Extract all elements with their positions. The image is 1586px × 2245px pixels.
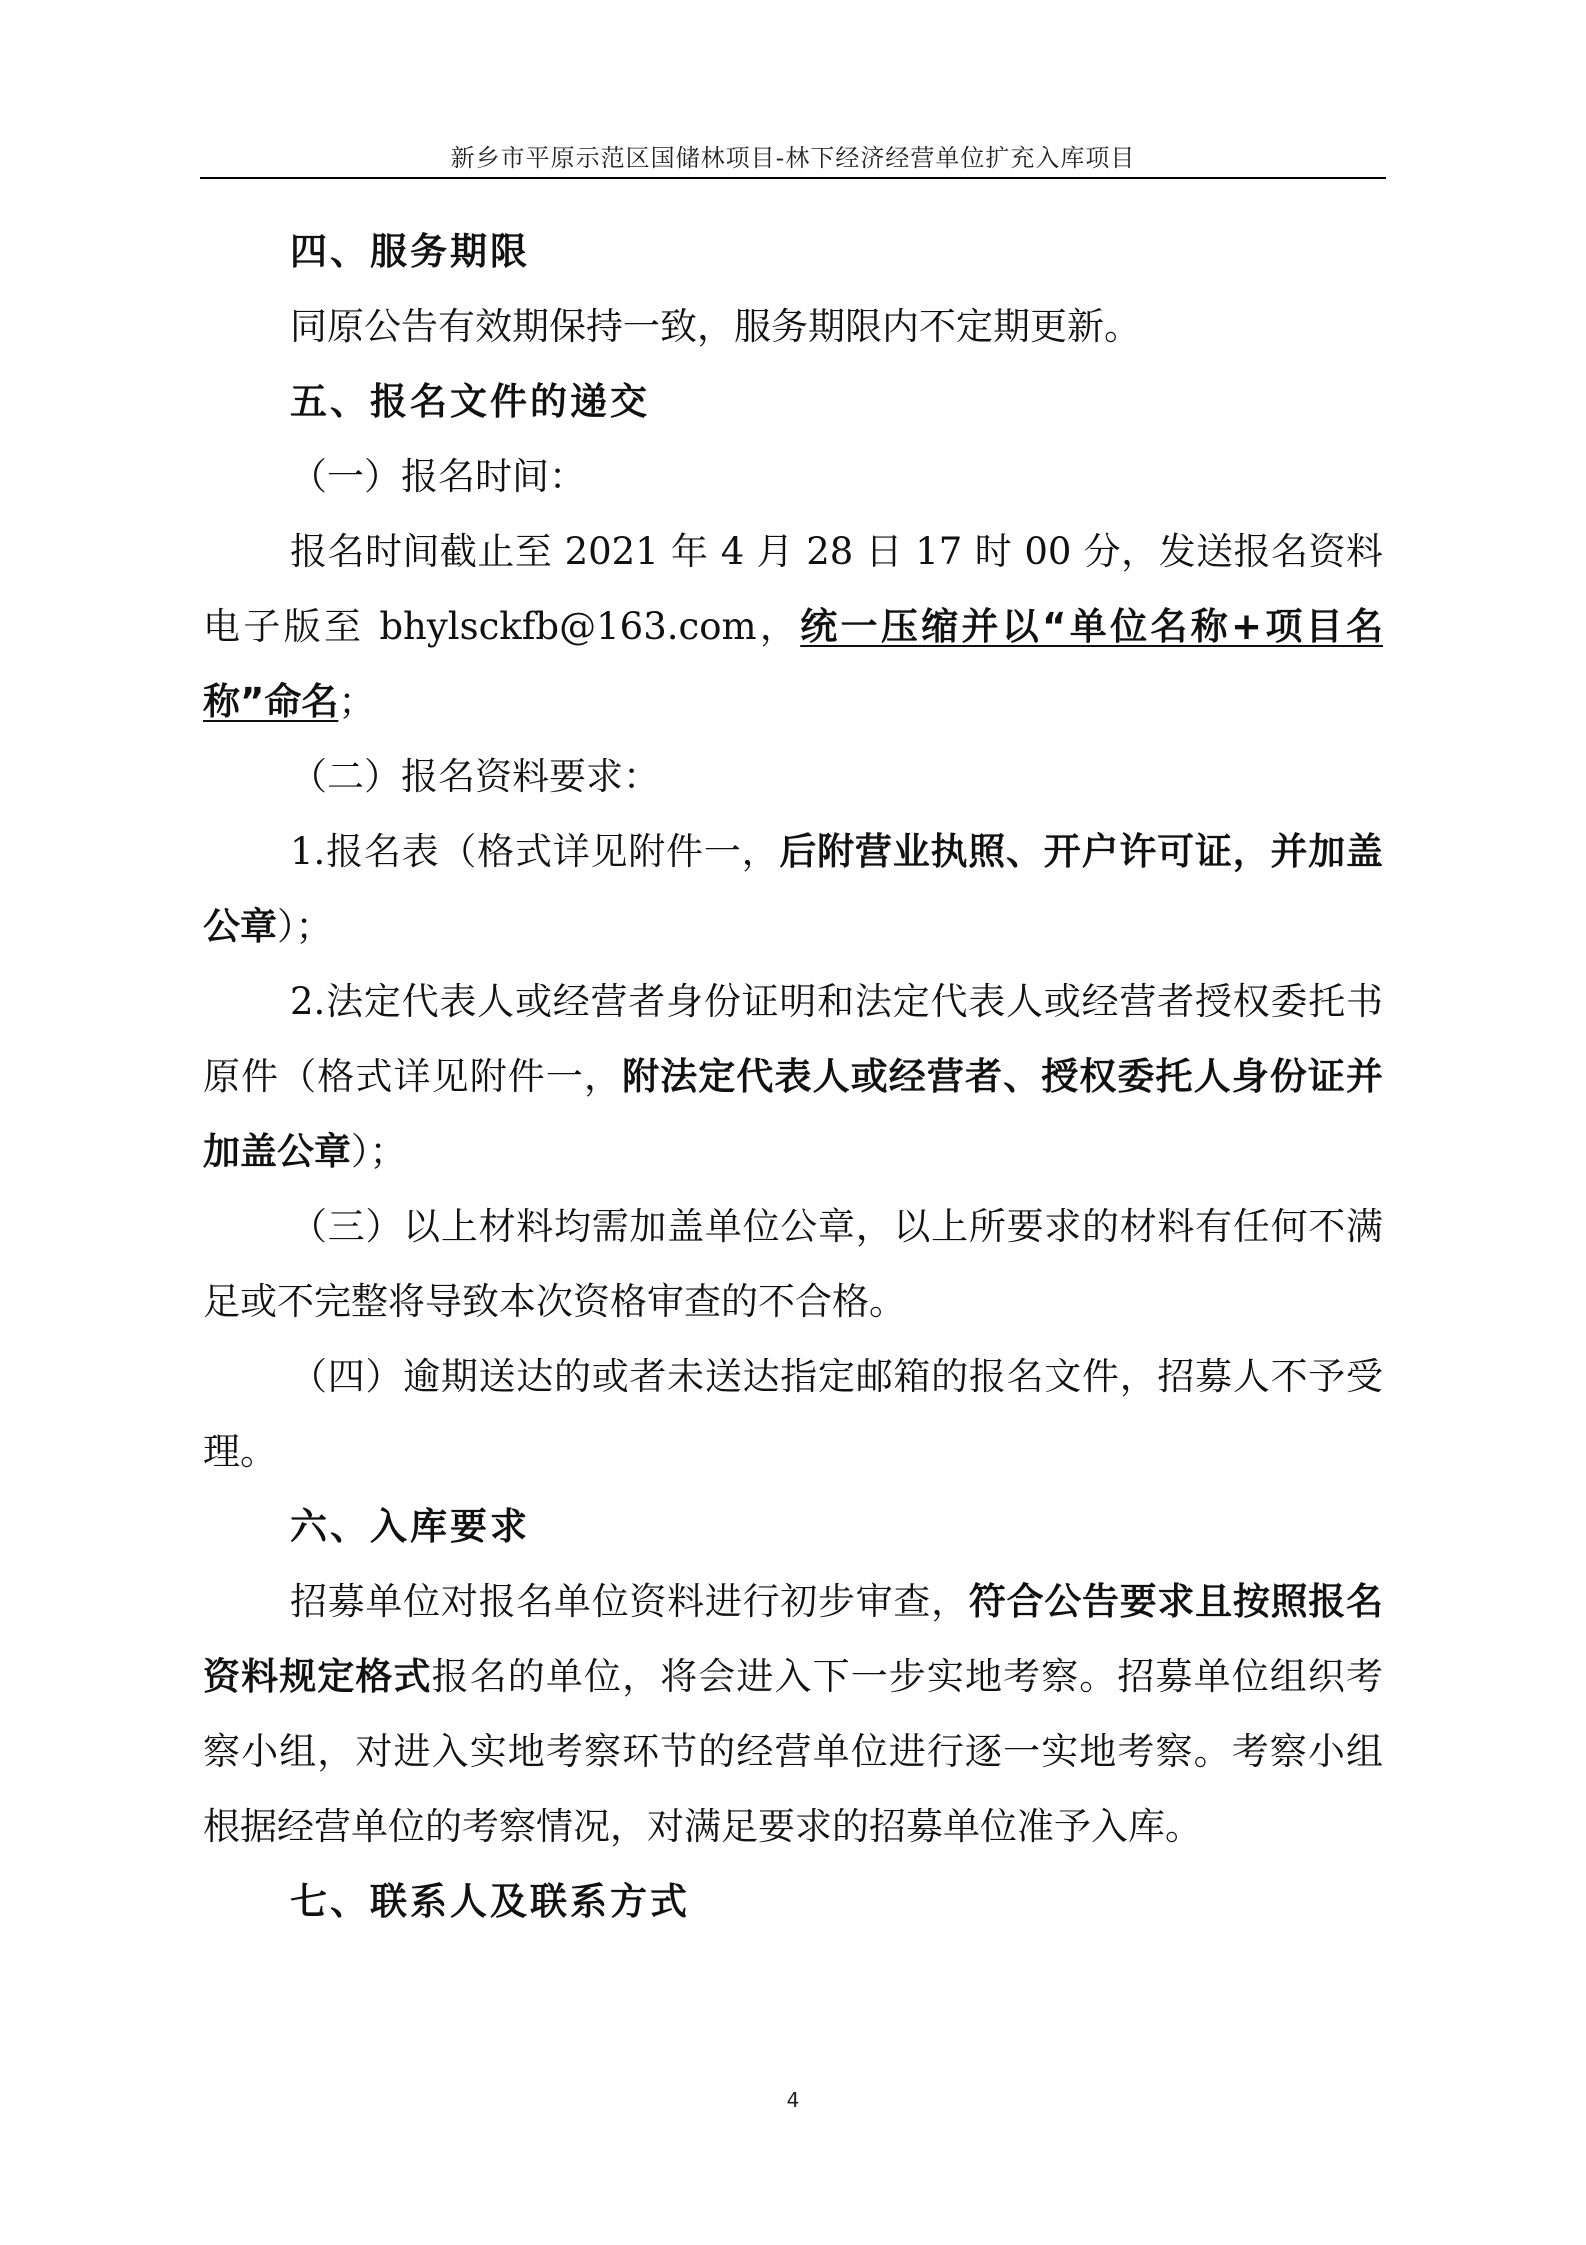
document-body <box>203 214 1383 1939</box>
late-submission-notice: （四）逾期送达的或者未送达指定邮箱的报名文件，招募人不予受理。 <box>203 1355 1383 1473</box>
subheading-registration-time: （一）报名时间： <box>290 455 586 498</box>
admission-text-c: 报名的单位，将会进入下一步实地考察。招募单位组织考察小组，对进入实地考察环节的经营单位进行逐一实地考察。考察小组根据经营单位的考察情况，对满足要求的招募单位准予入库。 <box>203 1655 1384 1848</box>
admission-paragraph <box>203 1564 1383 1864</box>
admission-text-a: 招募单位对报名单位资料进行初步审查， <box>290 1580 969 1623</box>
section-heading-contacts: 七、联系人及联系方式 <box>290 1880 690 1923</box>
item1-end: ）； <box>277 905 333 948</box>
page-number: 4 <box>786 2088 800 2112</box>
section-heading-service-period: 四、服务期限 <box>290 230 530 273</box>
materials-seal-requirement: （三）以上材料均需加盖单位公章，以上所要求的材料有任何不满足或不完整将导致本次资格审查的不合格。 <box>203 1205 1383 1323</box>
registration-time-paragraph <box>203 514 1383 739</box>
materials-item-1 <box>203 814 1383 964</box>
section-heading-admission: 六、入库要求 <box>290 1505 530 1548</box>
admission-emphasis: 符合公告要求且按照报名资料规定格式 <box>203 1580 1384 1698</box>
materials-item-2 <box>203 964 1383 1189</box>
registration-time-end: ； <box>338 680 376 723</box>
registration-time-text: 报名时间截止至 2021 年 4 月 28 日 17 时 00 分，发送报名资料电子版至 bhylsckfb@163.com， <box>203 530 1383 648</box>
item1-text: 1.报名表（格式详见附件一， <box>290 830 780 873</box>
naming-requirement-text: 统一压缩并以“单位名称+项目名称”命名 <box>203 605 1383 723</box>
item1-emphasis: 后附营业执照、开户许可证，并加盖公章 <box>203 830 1383 948</box>
running-header: 新乡市平原示范区国储林项目-林下经济经营单位扩充入库项目 <box>450 144 1136 172</box>
header-divider <box>200 177 1386 179</box>
item2-text: 2.法定代表人或经营者身份证明和法定代表人或经营者授权委托书原件（格式详见附件一， <box>203 980 1383 1098</box>
subheading-materials-requirements: （二）报名资料要求： <box>290 755 660 798</box>
item2-emphasis: 附法定代表人或经营者、授权委托人身份证并加盖公章 <box>203 1055 1384 1173</box>
section-heading-submission: 五、报名文件的递交 <box>290 380 650 423</box>
service-period-text: 同原公告有效期保持一致，服务期限内不定期更新。 <box>290 305 1141 348</box>
item2-end: ）； <box>351 1130 407 1173</box>
